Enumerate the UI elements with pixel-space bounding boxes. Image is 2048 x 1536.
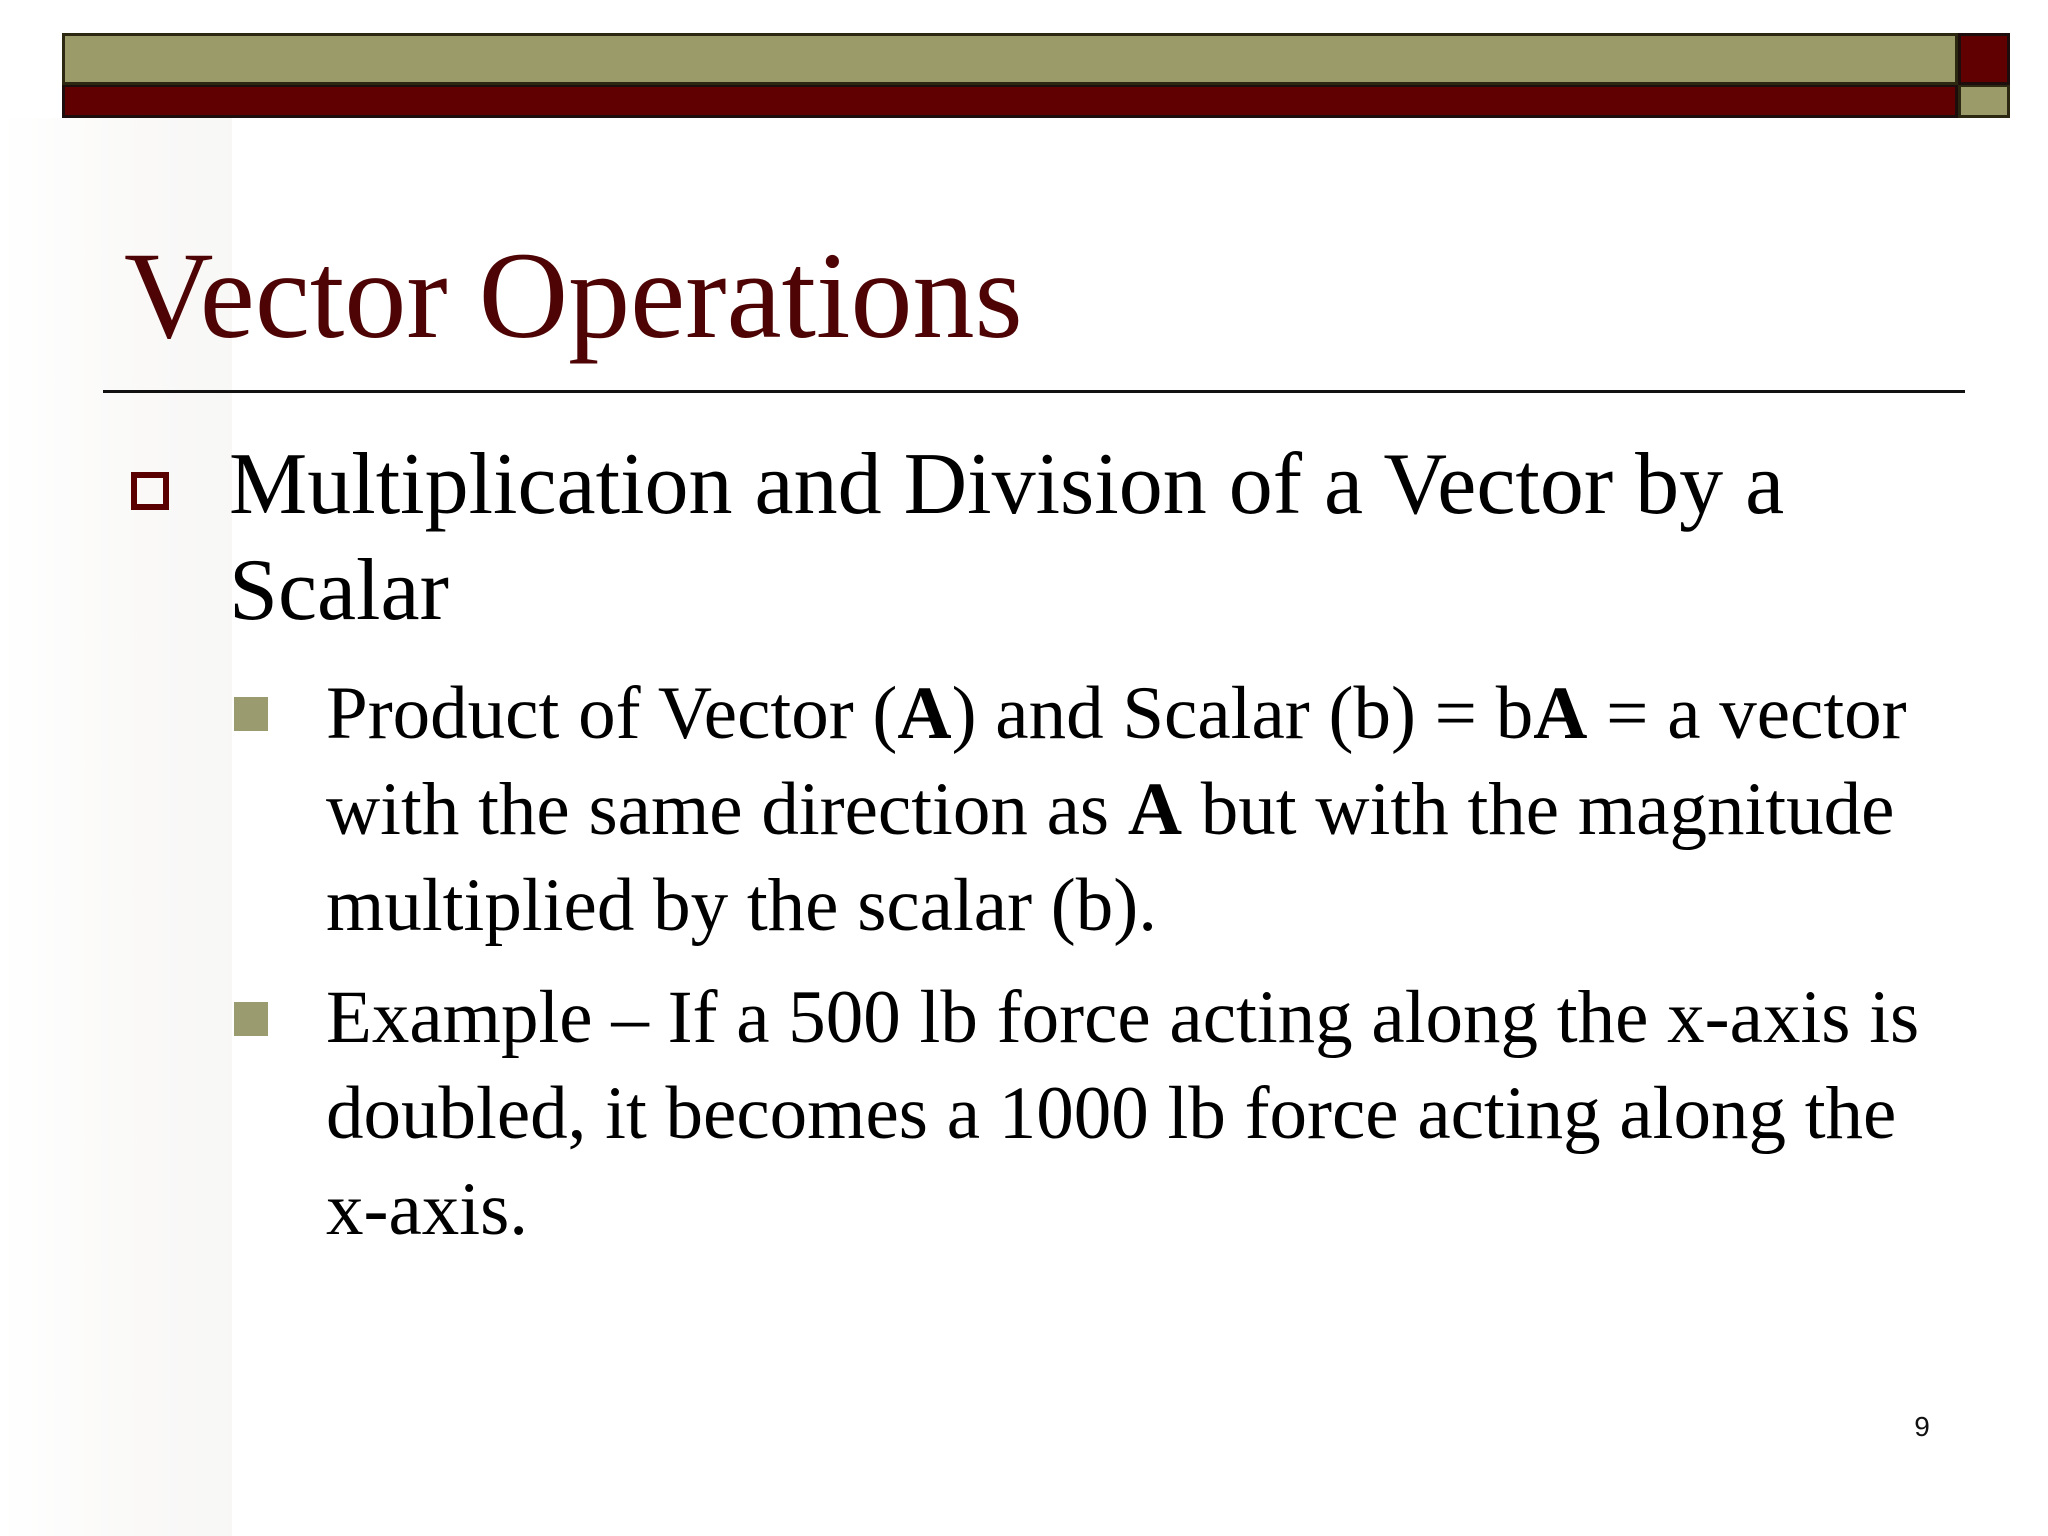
vector-a-bold: A bbox=[897, 672, 952, 755]
header-corner-maroon-square bbox=[1958, 33, 2010, 85]
header-olive-bar bbox=[62, 33, 1958, 85]
title-divider bbox=[103, 390, 1965, 393]
bullet-text-part: Product of Vector ( bbox=[326, 672, 898, 755]
bullet-text-part: but with the magnitude multiplied by the scalar (b). bbox=[326, 768, 1895, 947]
bullet-text-part: ) and Scalar (b) = b bbox=[951, 672, 1534, 755]
filled-square-bullet-icon bbox=[234, 697, 268, 731]
filled-square-bullet-icon bbox=[234, 1002, 268, 1036]
slide-page-number: 9 bbox=[1914, 1411, 1930, 1442]
vector-a-bold: A bbox=[1127, 768, 1183, 851]
bullet-level2-item-2: Example – If a 500 lb force acting along the x-axis is doubled, it becomes a 1000 lb force acting along the x-axis. bbox=[326, 976, 1920, 1251]
bullet-text-part: = a vector with the same direction as bbox=[326, 672, 1907, 851]
hollow-square-bullet-icon bbox=[131, 472, 169, 510]
bullet-level2-item-1 bbox=[326, 666, 1946, 954]
header-corner-olive-square bbox=[1958, 85, 2010, 118]
slide-title: Vector Operations bbox=[124, 227, 1023, 364]
header-maroon-bar bbox=[62, 85, 1958, 118]
vector-a-bold: A bbox=[1533, 672, 1588, 755]
bullet-level1-text: Multiplication and Division of a Vector by a Scalar bbox=[229, 436, 1785, 639]
